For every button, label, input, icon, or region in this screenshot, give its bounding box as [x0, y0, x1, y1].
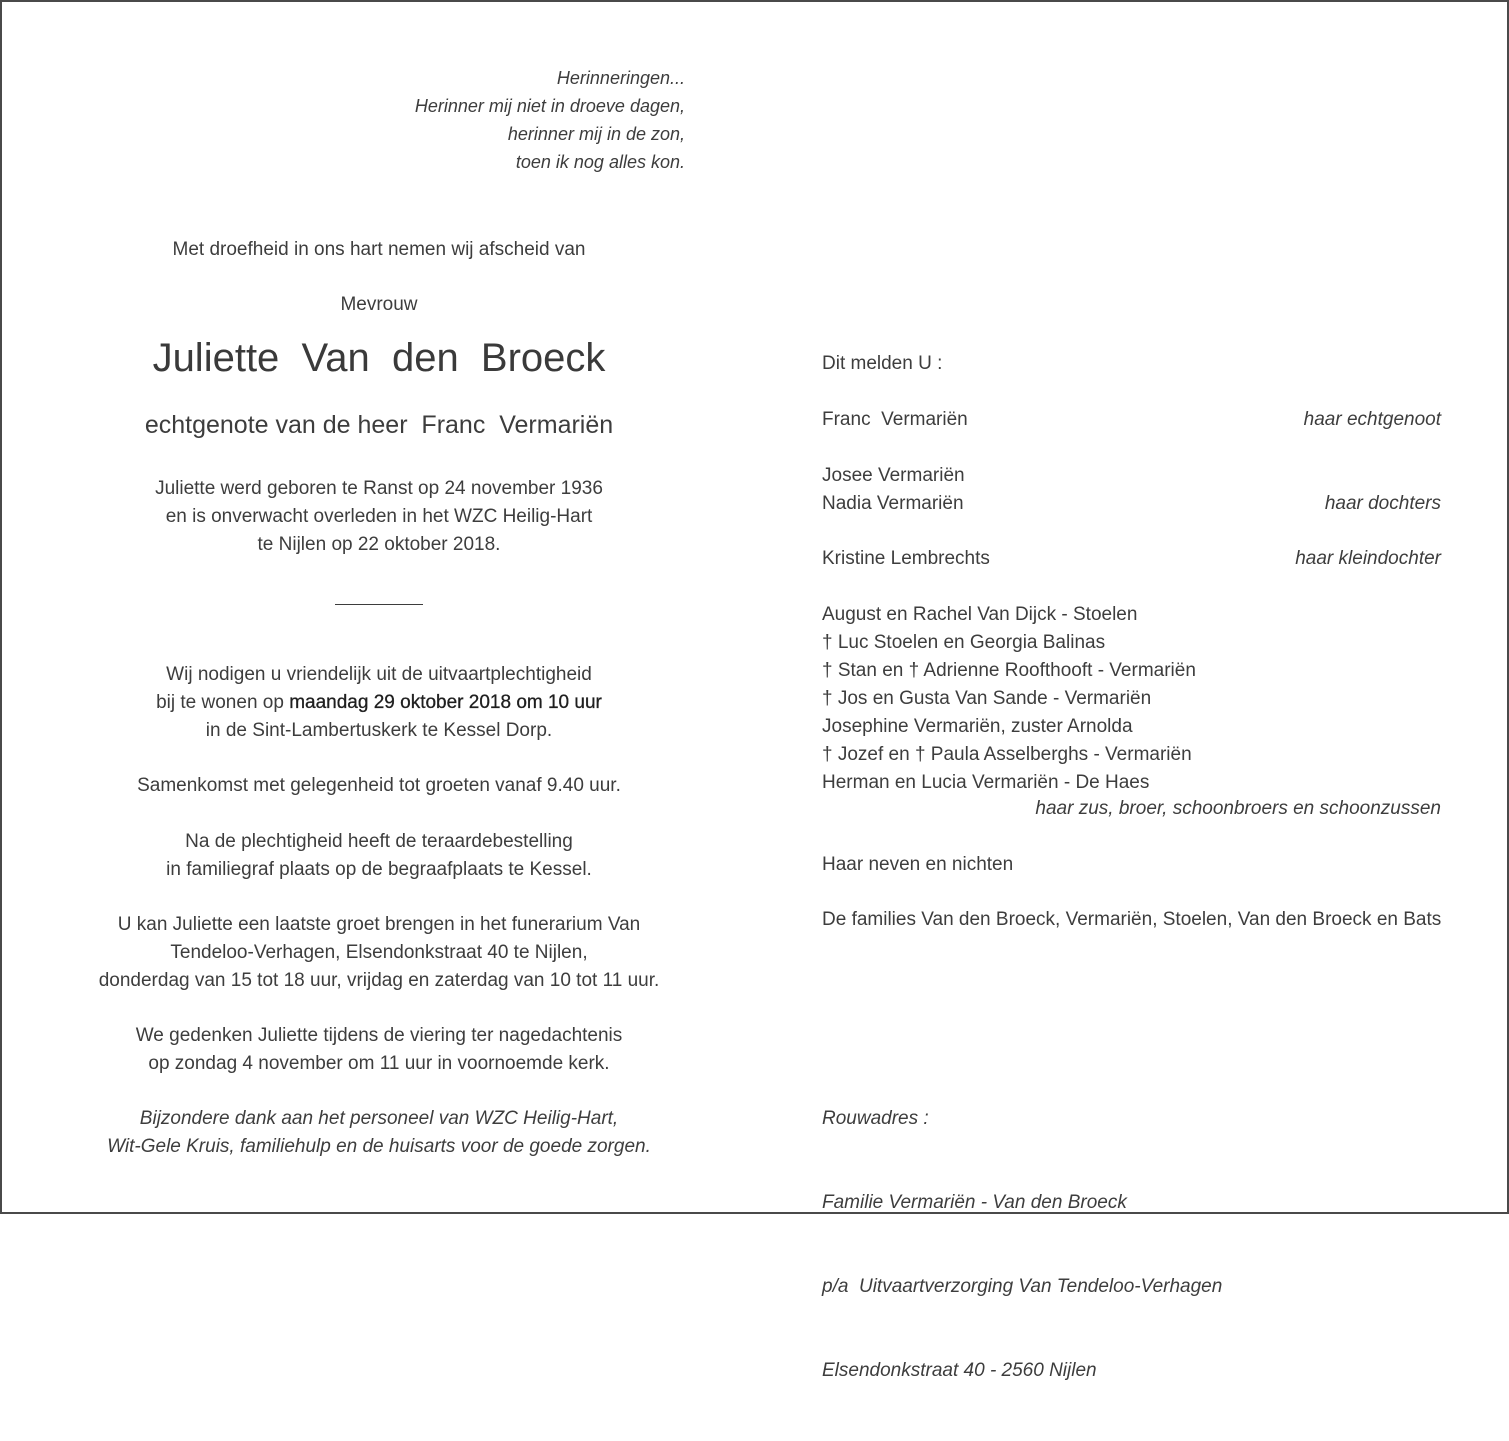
bio-line: en is onverwacht overleden in het WZC Heilig-Hart [165, 506, 593, 527]
cousins-text: Haar neven en nichten [822, 854, 1014, 875]
remembrance-text [2, 1022, 756, 1078]
sibling-name: August en Rachel Van Dijck - Stoelen [822, 604, 1138, 625]
spouse-line: echtgenote van de heer Franc Vermariën [144, 411, 614, 439]
invite-line [2, 689, 756, 717]
poem-line: Herinner mij niet in droeve dagen, [414, 96, 685, 116]
sibling-name: † Luc Stoelen en Georgia Balinas [822, 632, 1106, 653]
divider [335, 604, 423, 605]
visitation-text [2, 911, 756, 995]
deceased-name: Juliette Van den Broeck [152, 336, 606, 380]
bio-line: Juliette werd geboren te Ranst op 24 november 1936 [155, 478, 603, 499]
granddaughter-role: haar kleindochter [1295, 548, 1441, 569]
burial-line: Na de plechtigheid heeft de teraardebestelling [185, 831, 573, 852]
burial-line: in familiegraf plaats op de begraafplaats te Kessel. [166, 859, 592, 880]
announce-text: Dit melden U : [822, 353, 943, 374]
gathering-text: Samenkomst met gelegenheid tot groeten vanaf 9.40 uur. [137, 775, 621, 796]
families-text: De families Van den Broeck, Vermariën, Stoelen, Van den Broeck en Bats [822, 909, 1442, 930]
thanks-text [2, 1105, 756, 1161]
visitation-line: Tendeloo-Verhagen, Elsendonkstraat 40 te Nijlen, [170, 942, 588, 963]
poem-line: Herinneringen... [556, 68, 685, 88]
invite-line: Wij nodigen u vriendelijk uit de uitvaartplechtigheid [166, 664, 592, 685]
daughter-name: Josee Vermariën [822, 465, 965, 486]
salutation: Mevrouw [340, 294, 418, 315]
invite-line: in de Sint-Lambertuskerk te Kessel Dorp. [205, 720, 553, 741]
biography [2, 475, 756, 559]
burial-text [2, 828, 756, 884]
siblings-role: haar zus, broer, schoonbroers en schoonzussen [1035, 798, 1441, 819]
sibling-name: † Stan en † Adrienne Roofthooft - Vermariën [822, 660, 1196, 681]
intro-text: Met droefheid in ons hart nemen wij afscheid van [172, 239, 586, 260]
granddaughter-name: Kristine Lembrechts [822, 548, 990, 569]
address-line: Familie Vermariën - Van den Broeck [822, 1192, 1127, 1213]
funeral-invitation [2, 661, 756, 745]
sibling-name: † Jos en Gusta Van Sande - Vermariën [822, 688, 1152, 709]
address-line: Elsendonkstraat 40 - 2560 Nijlen [822, 1360, 1097, 1381]
address-line: p/a Uitvaartverzorging Van Tendeloo-Verhagen [822, 1276, 1223, 1297]
mourning-address [822, 1049, 1222, 1441]
poem-line: herinner mij in de zon, [507, 124, 685, 144]
sibling-name: Josephine Vermariën, zuster Arnolda [822, 716, 1133, 737]
funeral-date: maandag 29 oktober 2018 om 10 uur [289, 692, 602, 713]
daughters-role: haar dochters [1324, 493, 1441, 514]
spouse-role: haar echtgenoot [1303, 409, 1441, 430]
poem-line: toen ik nog alles kon. [515, 152, 685, 172]
poem [415, 64, 685, 176]
visitation-line: donderdag van 15 tot 18 uur, vrijdag en zaterdag van 10 tot 11 uur. [98, 970, 660, 991]
siblings-list [822, 601, 1196, 797]
visitation-line: U kan Juliette een laatste groet brengen in het funerarium Van [117, 914, 641, 935]
sibling-name: † Jozef en † Paula Asselberghs - Vermariën [822, 744, 1192, 765]
remembrance-line: We gedenken Juliette tijdens de viering ter nagedachtenis [135, 1025, 623, 1046]
thanks-line: Wit-Gele Kruis, familiehulp en de huisarts voor de goede zorgen. [107, 1136, 651, 1157]
bio-line: te Nijlen op 22 oktober 2018. [257, 534, 501, 555]
thanks-line: Bijzondere dank aan het personeel van WZC Heilig-Hart, [139, 1108, 619, 1129]
remembrance-line: op zondag 4 november om 11 uur in voornoemde kerk. [148, 1053, 610, 1074]
invite-prefix: bij te wonen op [156, 692, 290, 713]
address-line: Rouwadres : [822, 1108, 929, 1129]
daughter-name: Nadia Vermariën [822, 493, 964, 514]
daughters-list [822, 462, 965, 518]
sibling-name: Herman en Lucia Vermariën - De Haes [822, 772, 1150, 793]
spouse-name: Franc Vermariën [822, 409, 968, 430]
